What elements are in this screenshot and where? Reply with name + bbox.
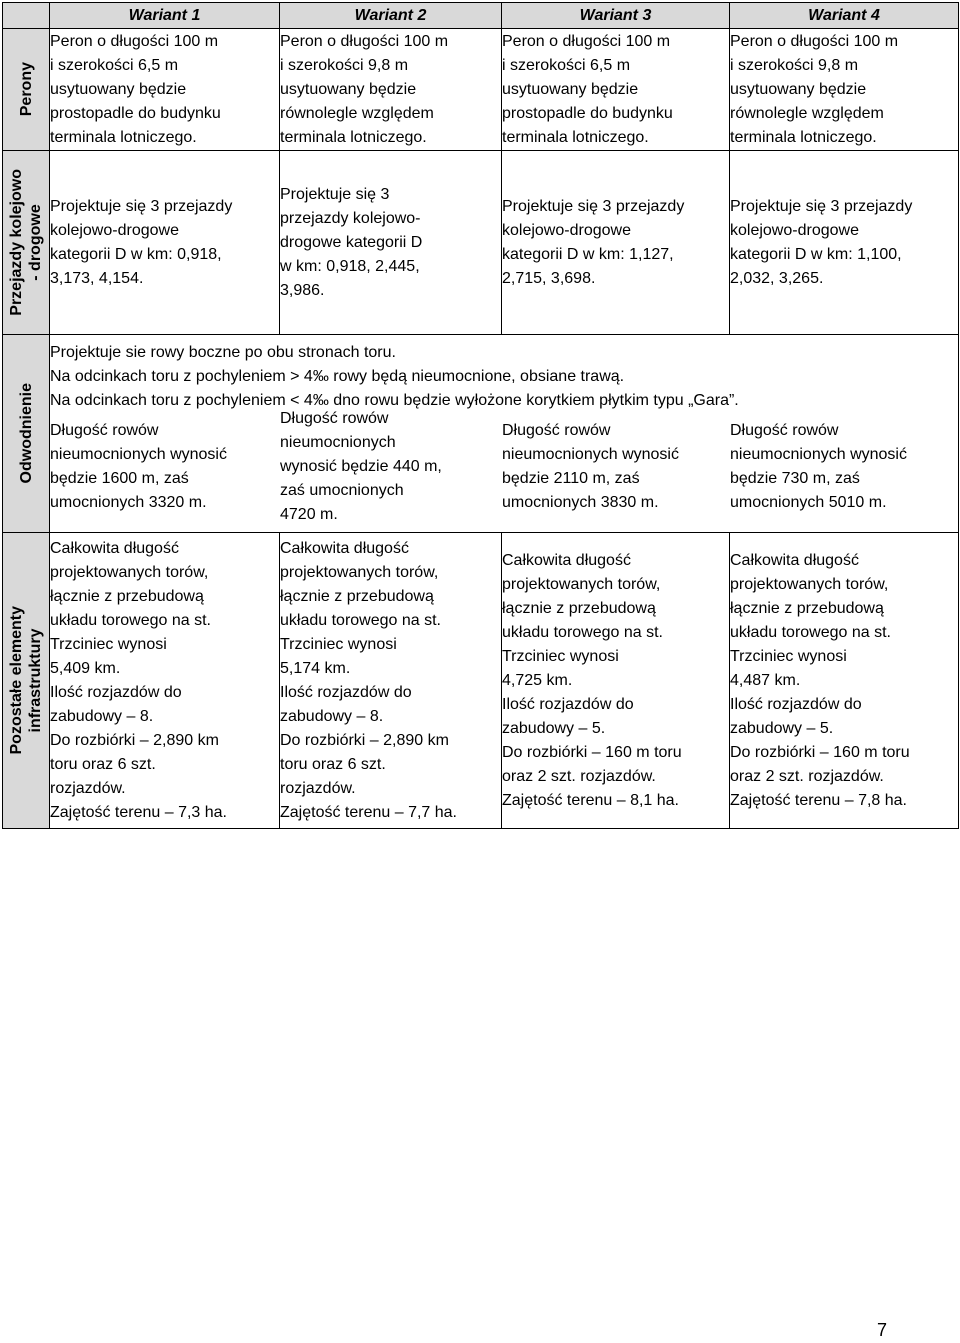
cell-odwodnienie bbox=[50, 335, 959, 533]
cell-text: Projektuje się 3 przejazdy kolejowo-drogowe kategorii D w km: 1,127, 2,715, 3,698. bbox=[502, 197, 685, 287]
header-wariant-1: Wariant 1 bbox=[50, 3, 280, 29]
rowhead-label: Odwodnienie bbox=[17, 383, 35, 484]
cell-text: Całkowita długość projektowanych torów, łącznie z przebudową układu torowego na st. Trzciniec wynosi 5,409 km. Ilość rozjazdów do zabudowy – 8. Do rozbiórki – 2,890 km toru oraz 6 szt. rozjazdów. Zajętość terenu – 7,3 ha. bbox=[50, 539, 227, 821]
rowhead-odwodnienie bbox=[3, 335, 50, 533]
rowhead-label: Perony bbox=[17, 62, 35, 117]
rowhead-label: Przejazdy kolejowo - drogowe bbox=[8, 169, 44, 316]
header-row bbox=[3, 3, 959, 29]
odwodnienie-common-text: Projektuje sie rowy boczne po obu stronach toru. Na odcinkach toru z pochyleniem > 4‰ rowy będą nieumocnione, obsiane trawą. Na odcinkach toru z pochyleniem < 4‰ dno rowu będzie wyłożone korytkiem płytkim typu „Gara”. bbox=[50, 343, 739, 409]
rowhead-perony bbox=[3, 29, 50, 151]
cell-text: Projektuje się 3 przejazdy kolejowo-drogowe kategorii D w km: 1,100, 2,032, 3,265. bbox=[730, 197, 913, 287]
cell-przejazdy-w2 bbox=[280, 151, 502, 335]
cell-text: Całkowita długość projektowanych torów, łącznie z przebudową układu torowego na st. Trzciniec wynosi 5,174 km. Ilość rozjazdów do zabudowy – 8. Do rozbiórki – 2,890 km toru oraz 6 szt. rozjazdów. Zajętość terenu – 7,7 ha. bbox=[280, 539, 457, 821]
row-odwodnienie bbox=[3, 335, 959, 533]
rowhead-przejazdy bbox=[3, 151, 50, 335]
cell-text: Peron o długości 100 m i szerokości 6,5 m usytuowany będzie prostopadle do budynku terminala lotniczego. bbox=[502, 32, 673, 146]
odwodnienie-w3: Długość rowów nieumocnionych wynosić będzie 2110 m, zaś umocnionych 3830 m. bbox=[502, 421, 679, 511]
header-wariant-3: Wariant 3 bbox=[502, 3, 730, 29]
cell-text: Peron o długości 100 m i szerokości 9,8 m usytuowany będzie równolegle względem terminala lotniczego. bbox=[280, 32, 449, 146]
rowhead-pozostale bbox=[3, 533, 50, 829]
row-przejazdy bbox=[3, 151, 959, 335]
row-perony bbox=[3, 29, 959, 151]
cell-perony-w1 bbox=[50, 29, 280, 151]
cell-text: Całkowita długość projektowanych torów, łącznie z przebudową układu torowego na st. Trzciniec wynosi 4,487 km. Ilość rozjazdów do zabudowy – 5. Do rozbiórki – 160 m toru oraz 2 szt. rozjazdów. Zajętość terenu – 7,8 ha. bbox=[730, 551, 910, 809]
page-number: 7 bbox=[877, 1320, 888, 1340]
odwodnienie-w1: Długość rowów nieumocnionych wynosić będzie 1600 m, zaś umocnionych 3320 m. bbox=[50, 421, 227, 511]
variants-comparison-table bbox=[2, 2, 959, 829]
cell-perony-w4 bbox=[730, 29, 959, 151]
cell-przejazdy-w1 bbox=[50, 151, 280, 335]
cell-pozostale-w4 bbox=[730, 533, 959, 829]
cell-text: Peron o długości 100 m i szerokości 6,5 m usytuowany będzie prostopadle do budynku terminala lotniczego. bbox=[50, 32, 221, 146]
cell-text: Całkowita długość projektowanych torów, łącznie z przebudową układu torowego na st. Trzciniec wynosi 4,725 km. Ilość rozjazdów do zabudowy – 5. Do rozbiórki – 160 m toru oraz 2 szt. rozjazdów. Zajętość terenu – 8,1 ha. bbox=[502, 551, 682, 809]
cell-text: Projektuje się 3 przejazdy kolejowo-drogowe kategorii D w km: 0,918, 3,173, 4,154. bbox=[50, 197, 233, 287]
header-wariant-4: Wariant 4 bbox=[730, 3, 959, 29]
cell-pozostale-w1 bbox=[50, 533, 280, 829]
cell-pozostale-w2 bbox=[280, 533, 502, 829]
row-pozostale bbox=[3, 533, 959, 829]
cell-przejazdy-w3 bbox=[502, 151, 730, 335]
rowhead-label: Pozostałe elementy infrastruktury bbox=[8, 606, 44, 755]
cell-text: Peron o długości 100 m i szerokości 9,8 m usytuowany będzie równolegle względem terminala lotniczego. bbox=[730, 32, 899, 146]
odwodnienie-w2: Długość rowów nieumocnionych wynosić będzie 440 m, zaś umocnionych 4720 m. bbox=[280, 409, 442, 523]
odwodnienie-variants bbox=[50, 409, 958, 527]
cell-przejazdy-w4 bbox=[730, 151, 959, 335]
header-corner bbox=[3, 3, 50, 29]
odwodnienie-w4: Długość rowów nieumocnionych wynosić będzie 730 m, zaś umocnionych 5010 m. bbox=[730, 421, 907, 511]
cell-perony-w2 bbox=[280, 29, 502, 151]
header-wariant-2: Wariant 2 bbox=[280, 3, 502, 29]
cell-perony-w3 bbox=[502, 29, 730, 151]
cell-pozostale-w3 bbox=[502, 533, 730, 829]
cell-text: Projektuje się 3 przejazdy kolejowo- drogowe kategorii D w km: 0,918, 2,445, 3,986. bbox=[280, 185, 423, 299]
